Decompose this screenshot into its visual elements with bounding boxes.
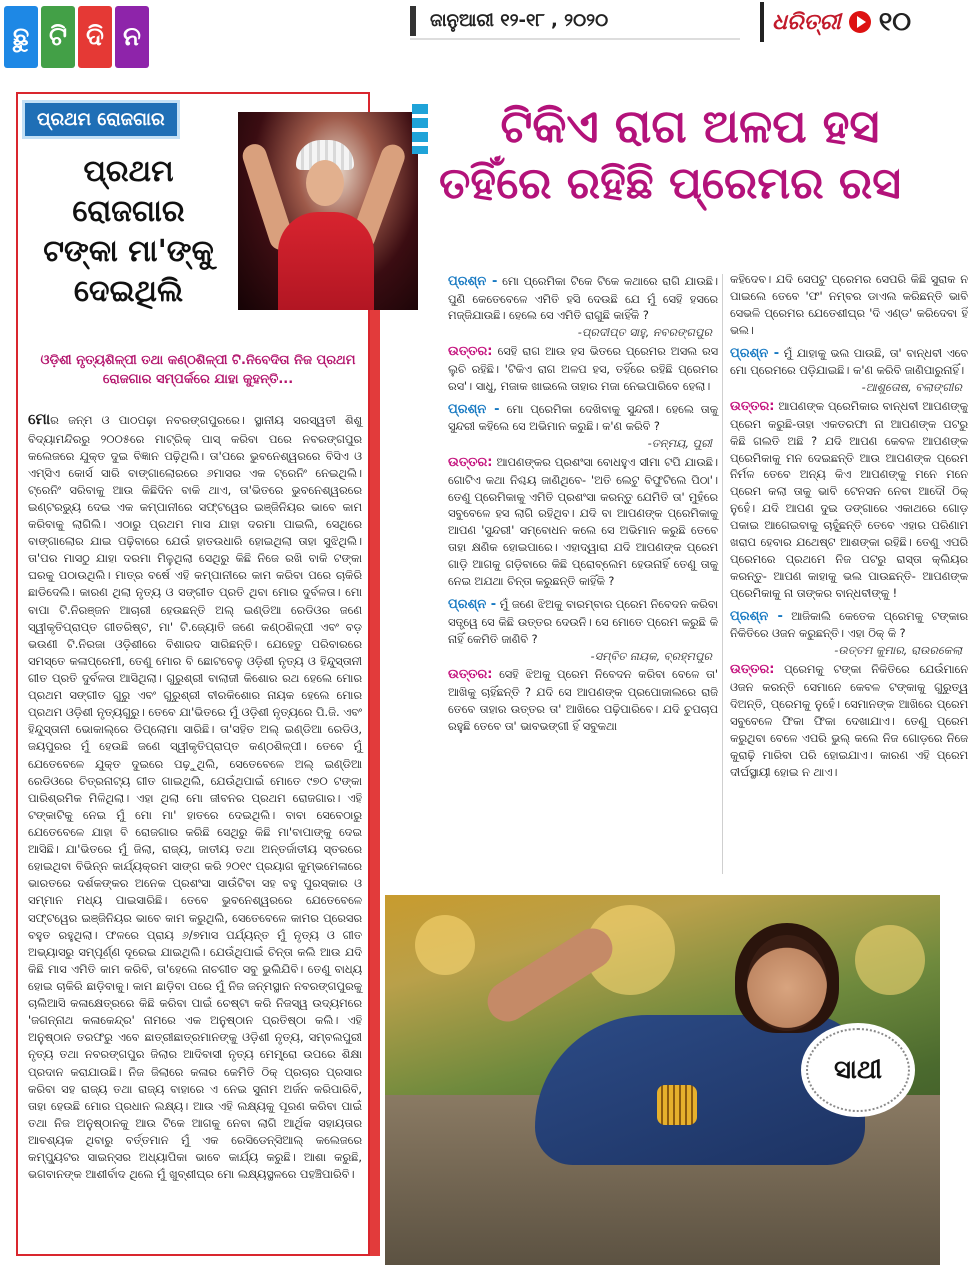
headline-line: ରୋଜଗାର [72,193,185,229]
answer-text: ଆପଣଙ୍କ ପ୍ରେମିକାର ବାନ୍ଧବୀ ଆପଣଙ୍କୁ ପ୍ରେମ କରୁଛି-ତାହା ଏକତରଫା ନା ଆପଣଙ୍କ ପଟରୁ କିଛି ଗଲତି ଅଛି ? ଯଦି ଆପଣ କେବଳ ଆପଣଙ୍କ ପ୍ରେମିକାକୁ ମନ ଦେଇଛନ୍ତି ଆଉ ଆପଣଙ୍କ ପ୍ରେମ ନିର୍ମଳ ତେବେ ଅନ୍ୟ କିଏ ଆପଣଙ୍କୁ ମନେ ମନେ ପ୍ରେମ କଲା ତାକୁ ଭାବି ଟେନସନ ନେବା ଆଦୌ ଠିକ୍ ନୁହେଁ। ଯଦି ଆପଣ ଦୁଇ ଡଙ୍ଗାରେ ଏକାଥରେ ଗୋଡ଼ ପକାଇ ଆଗେଇବାକୁ ଚାହୁଁଛନ୍ତି ତେବେ ଏହାର ପରିଣାମ ଖରାପ ହେବାର ଯଥେଷ୍ଟ ଆଶଙ୍କା ରହିଛି। ତେଣୁ ଏପରି ପ୍ରେମରେ ପ୍ରଥମେ ନିଜ ପଟରୁ ରାସ୍ତା କ୍ଲିୟର କରନ୍ତୁ- ଆପଣ କାହାକୁ ଭଲ ପାଉଛନ୍ତି- ଆପଣଙ୍କ ପ୍ରେମିକାକୁ ନା ତାଙ୍କର ବାନ୍ଧବୀଙ୍କୁ ! [730,400,968,600]
column-divider [722,274,723,874]
issue-date: ଜାନୁଆରୀ ୧୨-୧୮ , ୨୦୨୦ [410,6,740,36]
question-text: ଆଜିକାଲି କେତେକ ପ୍ରେମକୁ ଟଙ୍କାର ନିକିତିରେ ଓଜନ କରୁଛନ୍ତି। ଏହା ଠିକ୍ କି ? [730,609,968,641]
section-tile: ଟି [41,6,75,68]
article-body [28,408,362,1252]
question-label: ପ୍ରଶ୍ନ - [448,597,497,613]
column-badge: ସାଥୀ [806,1028,910,1112]
section-name-tiles [4,6,149,68]
category-label: ପ୍ରଥମ ରୋଜଗାର [22,100,180,139]
brand-area [760,2,911,42]
play-icon [849,11,871,33]
answer-label: ଉତ୍ତର: [730,662,775,678]
qa-item [730,607,968,782]
qa-item [730,344,968,603]
dancer-photo [238,112,418,310]
headline-line: ଟିକିଏ ରାଗ ଅଳପ ହସ [500,99,880,153]
question-signature: -ସମ୍ବିତ ନାୟକ, ବ୍ରହ୍ମପୁର [590,649,712,663]
photo-shape [415,915,475,975]
photo-shape [657,1085,697,1125]
qa-item [448,400,718,591]
photo-shape [855,925,925,995]
question-text: ମୁଁ ଜଣେ ଝିଅକୁ ବାରମ୍ବାର ପ୍ରେମ ନିବେଦନ କରିବା ସତ୍ତ୍ୱେ ସେ କିଛି ଉତ୍ତର ଦେଉନି। ସେ ମୋତେ ପ୍ରେମ କରୁଛି କି ନାହିଁ କେମିତି ଜାଣିବି ? [448,598,719,646]
masthead [0,0,945,78]
question-text: ମୁଁ ଯାହାକୁ ଭଲ ପାଉଛି, ତା' ବାନ୍ଧବୀ ଏବେ ମୋ ପ୍ରେମରେ ପଡ଼ିଯାଇଛି। କ'ଣ କରିବି ଜାଣିପାରୁନାହିଁ। [730,346,968,378]
left-headline [26,152,231,312]
question-signature: -ତନ୍ମୟ, ପୁରୀ [647,437,712,451]
answer-label: ଉତ୍ତର: [448,667,493,683]
answer-label: ଉତ୍ତର: [448,455,493,471]
headline-line: ଦେଇଥିଲି [73,273,184,309]
question-label: ପ୍ରଶ୍ନ - [730,608,783,624]
question-label: ପ୍ରଶ୍ନ - [730,345,780,361]
qa-column-2 [730,272,968,872]
decorative-bar [370,300,380,1256]
continued-answer: କହିଦେବ। ଯଦି ସେପଟୁ ପ୍ରେମର ସେପରି କିଛି ସୁରାକ ନ ପାଇଲେ ତେବେ 'ଫ' ନମ୍ବର ଡାଏଲ କରିଛନ୍ତି ଭାବି ସେଭଳି ପ୍ରେମର ଯେତେଶୀଘ୍ର 'ଦି ଏଣ୍ଡ' କରିଦେବା ହିଁ ଭଲ। [730,273,968,337]
section-tile: ନ [115,6,149,68]
question-signature: -ଉତ୍ତମ କୁମାର, ରାଉରକେଲା [834,644,962,658]
section-tile: ଛୁ [4,6,38,68]
qa-item [448,272,718,396]
question-text: ମୋ ପ୍ରେମିକା ଦେଖିବାକୁ ସୁନ୍ଦରୀ। ହେଲେ ତାକୁ ସୁନ୍ଦରୀ କହିଲେ ସେ ଅଭିମାନ କରୁଛି। କ'ଣ କରିବି ? [448,402,718,434]
answer-text: ସେହି ରାଗ ଆଉ ହସ ଭିତରେ ପ୍ରେମର ଅସଲ ରସ ଲୁଚି ରହିଛି। 'ଟିକିଏ ରାଗ ଅଳପ ହସ, ତହିଁରେ ରହିଛି ପ୍ରେମର ରସ'। ସାଧୁ, ମଜାକ ଖାଇଲେ ତାହାର ମଜା ନେଇପାରିବେ ହେଲା। [448,345,718,393]
brand-logo: ଧରିତ୍ରୀ [772,9,841,35]
section-tile: ଦି [78,6,112,68]
body-text: ର ଜନ୍ମ ଓ ପାଠପଢ଼ା ନବରଙ୍ଗପୁରରେ। ସ୍ଥାନୀୟ ସରସ୍ୱତୀ ଶିଶୁ ବିଦ୍ୟାମନ୍ଦିରରୁ ୨୦୦୫ରେ ମାଟ୍ରିକ୍ ପାସ୍ କରିବା ପରେ ନବରଙ୍ଗପୁର କଲେଜରେ ଯୁକ୍ତ ଦୁଇ ବିଜ୍ଞାନ ପଢ଼ିଥିଲି। ତା'ପରେ ଭୁବନେଶ୍ୱରରେ ବିସିଏ ଓ ଏମ୍‌ସିଏ କୋର୍ସ ସାରି ବାଙ୍ଗାଲୋରରେ ୬ମାସର ଏକ ଟ୍ରେନିଂ ନେଇଥିଲି। ଟ୍ରେନିଂ ସରିବାକୁ ଆଉ କିଛିଦିନ ବାକି ଥାଏ, ତା'ଭିତରେ ଭୁବନେଶ୍ୱରରେ ଇଣ୍ଟରଭ୍ୟୁ ଦେଇ ଏକ କମ୍ପାନୀରେ ସଫ୍ଟୱେର ଇଞ୍ଜିନିୟର ଭାବେ କାମ କରିବାକୁ ଲାଗିଲି। ଏଠାରୁ ପ୍ରଥମ ମାସ ଯାହା ଦରମା ପାଇଲି, ସେଥିରେ ବାଙ୍ଗାଲୋର ଯାଇ ପଢ଼ିବାରେ ଯେଉଁ ହାତଉଧାରି ହୋଇଥିଲା ତାହା ସୁଝିଥିଲି। ତା'ପର ମାସଠୁ ଯାହା ଦରମା ମିଳୁଥିଲା ସେଥିରୁ କିଛି ନିଜେ ରଖି ବାକି ଟଙ୍କା ଘରକୁ ପଠାଉଥିଲି। ମାତ୍ର ବର୍ଷେ ଏହି କମ୍ପାନୀରେ କାମ କରିବା ପରେ ଚାକିରି ଛାଡିଦେଲି। କାରଣ ଥିଲା ନୃତ୍ୟ ଓ ସଙ୍ଗୀତ ପ୍ରତି ଥିବା ମୋର ଦୁର୍ବଳତା। ମୋ ବାପା ଟି.ନିରଞ୍ଜନ ଆଚାରୀ ହେଉଛନ୍ତି ଅଲ୍ ଇଣ୍ଡିଆ ରେଡିଓର ଜଣେ ସ୍ୱୀକୃତିପ୍ରାପ୍ତ ଗୀତରିଷ୍ଟ, ମା' ଟି.ଜ୍ୟୋତି ଜଣେ କଣ୍ଠଶିଳ୍ପୀ ଏବଂ ବଡ଼ ଭଉଣୀ ଟି.ନିରଜା ଓଡ଼ିଶୀରେ ବିଶାରଦ ସାରିଛନ୍ତି। ଯେହେତୁ ପରିବାରରେ ସମସ୍ତେ କଳାପ୍ରେମୀ, ତେଣୁ ମୋର ବି ଛୋଟବେଳୁ ଓଡ଼ିଶୀ ନୃତ୍ୟ ଓ ହିନ୍ଦୁସ୍ତାନୀ ଗୀତ ପ୍ରତି ଦୁର୍ବଳତା ଆସିଥିଲା। ଗୁରୁଶ୍ରୀ ବାଲାଜୀ କିଶୋର ରଥ ହେଲେ ମୋର ପ୍ରଥମ ସଙ୍ଗୀତ ଗୁରୁ ଏବଂ ଗୁରୁଶ୍ରୀ ବୀରକିଶୋର ନାୟକ ହେଲେ ମୋର ପ୍ରଥମ ଓଡ଼ିଶୀ ନୃତ୍ୟଗୁରୁ। ତେବେ ଯା'ଭିତରେ ମୁଁ ଓଡ଼ିଶୀ ନୃତ୍ୟରେ ପି.ଜି. ଏବଂ ହିନ୍ଦୁସ୍ତାନୀ ଭୋକାଲ୍‌ରେ ଡିପ୍ଲୋମା ସାରିଛି। ତା'ସହିତ ଅଲ୍ ଇଣ୍ଡିଆ ରେଡିଓ, ଜୟପୁରର ମୁଁ ହେଉଛି ଜଣେ ସ୍ୱୀକୃତିପ୍ରାପ୍ତ କଣ୍ଠଶିଳ୍ପୀ। ତେବେ ମୁଁ ଯେତେବେଳେ ଯୁକ୍ତ ଦୁଇରେ ପଢ଼ୁଥିଲି, ସେତେବେଳେ ଅଲ୍ ଇଣ୍ଡିଆ ରେଡିଓରେ ଚିତ୍ରନାଟ୍ୟ ଗୀତ ଗାଇଥିଲି, ଯେଉଁଥିପାଇଁ ମୋତେ ୯୭୦ ଟଙ୍କା ପାରିଶ୍ରମିକ ମିଳିଥିଲା। ଏହା ଥିଲା ମୋ ଜୀବନର ପ୍ରଥମ ରୋଜଗାର। ଏହି ଟଙ୍କାଟିକୁ ନେଇ ମୁଁ ମୋ ମା' ହାତରେ ଦେଇଥିଲି। ବାବା ସେବେଠାରୁ ଯେତେବେଳେ ଯାହା ବି ରୋଜଗାର କରିଛି ସେଥିରୁ କିଛି ମା'ବାପାଙ୍କୁ ଦେଇ ଆସିଛି। ଯା'ଭିତରେ ମୁଁ ଜିଲା, ରାଜ୍ୟ, ଜାତୀୟ ତଥା ଅନ୍ତର୍ଜାତୀୟ ସ୍ତରରେ ହୋଇଥିବା ବିଭିନ୍ନ କାର୍ଯ୍ୟକ୍ରମ ସାଙ୍ଗ କରି ୨୦୧୯ ପ୍ରୟାଗ କୁମ୍ଭମେଳାରେ ଭାରତରେ ଦର୍ଶକଙ୍କର ଅନେକ ପ୍ରଶଂସା ସାଉଁଟିବା ସହ ବହୁ ପୁରସ୍କାର ଓ ସମ୍ମାନ ମଧ୍ୟ ପାଇସାରିଛି। ତେବେ ଭୁବନେଶ୍ୱରରେ ଯେତେବେଳେ ସଫ୍ଟୱେର ଇଞ୍ଜିନିୟର ଭାବେ କାମ କରୁଥିଲି, ସେତେବେଳେ କାମର ପ୍ରେସର ବହୁତ ରହୁଥିଲା। ଫଳରେ ପ୍ରାୟ ୬/୭ମାସ ପର୍ଯ୍ୟନ୍ତ ମୁଁ ନୃତ୍ୟ ଓ ଗୀତ ଅଭ୍ୟାସରୁ ସମ୍ପୂର୍ଣ୍ଣ ଦୂରେଇ ଯାଇଥିଲି। ଯେଉଁଥିପାଇଁ ଚିନ୍ତା କଲି ଆଉ ଯଦି କିଛି ମାସ ଏମିତି କାମ କରିବି, ତା'ହେଲେ ନାଚଗୀତ ସବୁ ଭୁଲିଯିବି। ତେଣୁ ବାଧ୍ୟ ହୋଇ ଚାକିରି ଛାଡ଼ିବାକୁ। କାମ ଛାଡ଼ିବା ପରେ ମୁଁ ନିଜ ଜନ୍ମସ୍ଥାନ ନବରଙ୍ଗପୁରକୁ ଚାଲିଆସି କଳାକ୍ଷେତ୍ରରେ କିଛି କରିବା ପାଇଁ ଚେଷ୍ଟା କରି ନିଜସ୍ୱ ଉଦ୍ୟମରେ 'ଜଗନ୍ନାଥ କଳାକେନ୍ଦ୍ର' ନାମରେ ଏକ ଅନୁଷ୍ଠାନ ପ୍ରତିଷ୍ଠା କଲି। ଏହି ଅନୁଷ୍ଠାନ ତରଫରୁ ଏବେ ଛାତ୍ରୀଛାତ୍ରମାନଙ୍କୁ ଓଡ଼ିଶୀ ନୃତ୍ୟ, ସମ୍ବଲପୁରୀ ନୃତ୍ୟ ତଥା ନବରଙ୍ଗପୁର ଜିଲାର ଆଦିବାସୀ ନୃତ୍ୟ ମେମ୍ବ୍ରୋ ଉପରେ ଶିକ୍ଷା ପ୍ରଦାନ କରାଯାଉଛି। ନିଜ ଜିଲାରେ କଳାର କେମିତି ଠିକ୍ ପ୍ରଚାର ପ୍ରସାର କରିବା ସହ ରାଜ୍ୟ ତଥା ରାଜ୍ୟ ବାହାରେ ଏ ନେଇ ସୁନାମ ଅର୍ଜନ କରିପାରିବି, ତାହା ହେଉଛି ମୋର ପ୍ରଧାନ ଲକ୍ଷ୍ୟ। ଆଉ ଏହି ଲକ୍ଷ୍ୟକୁ ପୂରଣ କରିବା ପାଇଁ ତଥା ନିଜ ଅନୁଷ୍ଠାନକୁ ଆଉ ଟିକେ ଆଗକୁ ନେବା ଲାଗି ଆର୍ଥିକ ସହାୟତାର ଆବଶ୍ୟକ ଥିବାରୁ ବର୍ତ୍ତମାନ ମୁଁ ଏକ ରେସିଡେନ୍ସିଆଲ୍ କଲେଜରେ କମ୍ପ୍ୟୁଟର ସାଇନ୍ସର ଅଧ୍ୟାପିକା ଭାବେ କାର୍ଯ୍ୟ କରୁଛି। ଆଶା କରୁଛି, ଭଗବାନଙ୍କ ଆଶୀର୍ବାଦ ଥିଲେ ମୁଁ ଖୁବ୍‌ଶୀଘ୍ର ମୋ ଲକ୍ଷ୍ୟସ୍ଥଳରେ ପହଞ୍ଚିପାରିବି। [28,413,362,1182]
body-dropcap: ମୋ [28,410,51,428]
answer-text: ପ୍ରେମକୁ ଟଙ୍କା ନିକିତିରେ ଯେଉଁମାନେ ଓଜନ କରନ୍ତି ସେମାନେ କେବଳ ଟଙ୍କାକୁ ଗୁରୁତ୍ୱ ଦିଅନ୍ତି, ପ୍ରେମକୁ ନୁହେଁ। ସେମାନଙ୍କ ଆଖିରେ ପ୍ରେମ ସବୁବେଳେ ଫିକା ଫିକା ଦେଖାଯାଏ। ତେଣୁ ପ୍ରେମ କରୁଥିବା ବେଳେ ଏପରି ଭୁଲ୍ କଲେ ନିଜ ଗୋଡ଼ରେ ନିଜେ କୁରାଢ଼ି ମାରିବା ପରି ହୋଇଯାଏ। କାରଣ ଏହି ପ୍ରେମ ଦୀର୍ଘସ୍ଥାୟୀ ହୋଇ ନ ଥାଏ। [730,663,968,779]
answer-label: ଉତ୍ତର: [448,344,493,360]
answer-text: ସେହି ଝିଅକୁ ପ୍ରେମ ନିବେଦନ କରିବା ବେଳେ ତା' ଆଖିକୁ ଚାହିଁଛନ୍ତି ? ଯଦି ସେ ଆପଣଙ୍କ ପ୍ରପୋଜାଲରେ ରାଜି ତେବେ ତାହାର ଉତ୍ତର ତା' ଆଖିରେ ପଢ଼ିପାରିବେ। ଯଦି ଚୁପଚାପ ରହୁଛି ତେବେ ତା' ଭାବଭଙ୍ଗୀ ହିଁ ସବୁକଥା [448,668,718,733]
answer-text: ଆପଣଙ୍କର ପ୍ରଶଂସା ବୋଧହୁଏ ସୀମା ଟପି ଯାଉଛି। ଗୋଟିଏ କଥା ନିଶ୍ଚୟ ଜାଣିଥିବେ- 'ଅତି ଲେଟୁ ବିଫୁଟିଲେ ପିଠା'। ତେଣୁ ପ୍ରେମିକାକୁ ଏମିତି ପ୍ରଶଂସା କରନ୍ତୁ ଯେମିତି ତା' ମୁହଁରେ ସବୁବେଳେ ହସ ଲାଗି ରହିଥିବ। ଯଦି ବା ଆପଣଙ୍କ ପ୍ରେମିକାକୁ ଆପଣ 'ସୁନ୍ଦରୀ' ସମ୍ବୋଧନ କଲେ ସେ ଅଭିମାନ କରୁଛି ତେବେ ତାହା କ୍ଷଣିକ ହୋଇପାରେ। ଏହାଦ୍ୱାରା ଯଦି ଆପଣଙ୍କ ପ୍ରେମ ଗାଡ଼ି ଆଗକୁ ଗଡ଼ିବାରେ କିଛି ପ୍ରୋବ୍ଲେମ ହେଉନାହିଁ ତେଣୁ ତାକୁ ନେଇ ଅଯଥା ଚିନ୍ତା କରୁଛନ୍ତି କାହିଁକି ? [448,456,718,589]
photo-shape [747,935,827,1031]
divider [410,38,740,40]
qa-column-1 [448,272,718,884]
headline-line: ପ୍ରଥମ [83,154,174,189]
answer-label: ଉତ୍ତର: [730,399,775,415]
main-headline [400,98,940,211]
question-label: ପ୍ରଶ୍ନ - [448,274,498,289]
question-text: ମୋ ପ୍ରେମିକା ଟିକେ ଟିକେ କଥାରେ ରାଗି ଯାଉଛି। ପୁଣି କେତେବେଳେ ଏମିତି ହସି ଦେଉଛି ଯେ ମୁଁ ସେହି ହସରେ ମଜ୍ଜିଯାଉଛି। ହେଲେ ସେ ଏମିତି ରାଗୁଛି କାହିଁକି ? [448,275,718,323]
photo-shape [306,160,344,206]
question-signature: -ଆଶୁତୋଷ, ବଲାଙ୍ଗୀର [861,381,962,395]
headline-line: ତହିଁରେ ରହିଛି ପ୍ରେମର ରସ [439,157,901,209]
page-number: ୧୦ [878,6,912,37]
question-label: ପ୍ରଶ୍ନ - [448,401,500,417]
question-signature: -ପ୍ରଦୀପ୍ତ ସାହୁ, ନବରଙ୍ଗପୁର [577,326,712,340]
qa-item [448,595,718,736]
photo-shape [278,212,374,310]
headline-line: ଟଙ୍କା ମା'ଙ୍କୁ [43,233,214,269]
article-intro: ଓଡ଼ିଶୀ ନୃତ୍ୟଶିଳ୍ପୀ ତଥା କଣ୍ଠଶିଳ୍ପୀ ଟି.ନିବେଦିତା ନିଜ ପ୍ରଥମ ରୋଜଗାର ସମ୍ପର୍କରେ ଯାହା କୁହନ୍ତି... [40,353,356,387]
